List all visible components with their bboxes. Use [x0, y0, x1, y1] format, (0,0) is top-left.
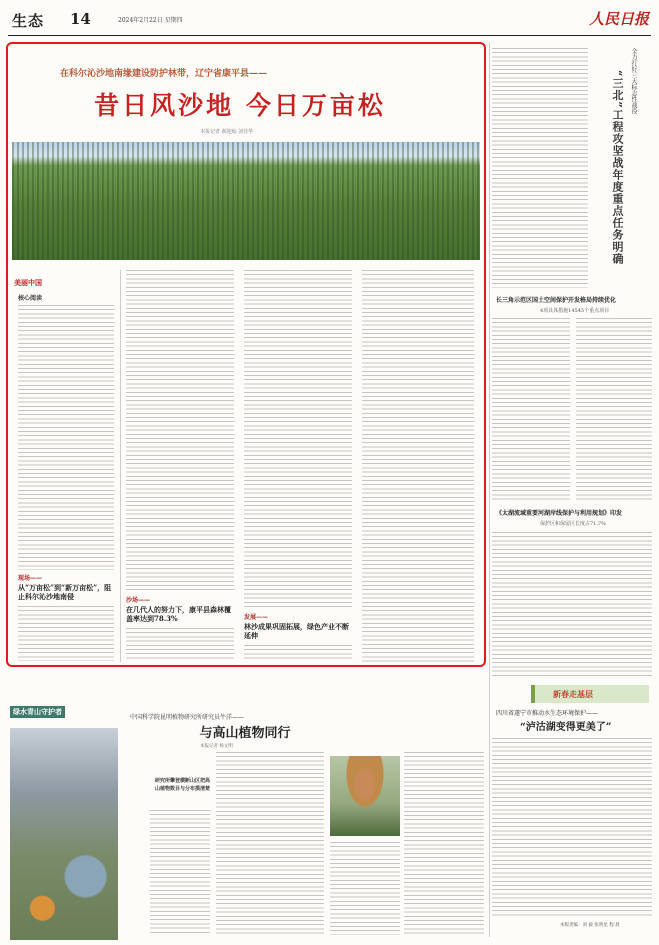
bottom-title: 林沙成果巩固拓展，绿色产业不断延伸: [244, 622, 349, 641]
guardian-section-label: 绿水青山守护者: [10, 706, 65, 718]
newspaper-logo: 人民日报: [588, 10, 649, 28]
right-item4-title: “泸沽湖变得更美了”: [520, 722, 612, 733]
pull-quote: 研究所攀登横断山区把高山植物数目与分布摸清楚: [155, 778, 211, 792]
article-text-column: [244, 645, 352, 661]
right-text-column: [576, 318, 652, 503]
right-item2-sub: 4项具体措施14545个重点项目: [540, 308, 610, 314]
article-text-column: [126, 270, 234, 590]
page-number: 14: [70, 10, 91, 28]
section-name: 生态: [12, 12, 45, 30]
bottom-title: 与高山植物同行: [199, 726, 291, 741]
right-text-column: [492, 532, 652, 677]
main-headline: 昔日风沙地 今日万亩松: [94, 91, 386, 120]
header-rule: [8, 35, 651, 36]
issue-date: 2024年2月22日 星期四: [118, 17, 183, 24]
article-text-column: [244, 270, 352, 610]
right-item3-title: 《太湖流域重要河湖岸线保护与利用规划》印发: [496, 510, 623, 517]
main-kicker: 在科尔沁沙地南缘建设防护林带，辽宁省康平县——: [60, 69, 268, 79]
right-item3-sub: 保护区和保留区长度占71.7%: [540, 521, 606, 527]
box-label: 现场——: [18, 575, 43, 582]
researcher-portrait: [330, 756, 400, 836]
box-title: 从“万亩松”到“新万亩松”，阻止科尔沁沙地南侵: [18, 583, 112, 602]
column-divider: [489, 42, 490, 937]
article-text-column: [216, 752, 324, 935]
series-title: 全力打好三大标志性战役: [630, 48, 637, 114]
bottom-label: 发展——: [244, 614, 269, 621]
bottom-kicker: 中国科学院昆明植物研究所研究员牛洋——: [130, 714, 245, 721]
right-item2-title: 长三角示范区国土空间保护开发格局持续优化: [496, 297, 617, 304]
mid-label: 沙场——: [126, 597, 151, 604]
alpine-plant-photo: [10, 728, 118, 940]
bottom-byline: 本报记者 杨文明: [200, 744, 233, 749]
article-text-column: [18, 606, 114, 661]
page-header: [6, 6, 653, 36]
new-spring-banner: 新春走基层: [531, 685, 649, 703]
right-text-column: [492, 318, 570, 503]
right-text-column: [492, 738, 652, 916]
article-text-column: [150, 810, 210, 935]
article-text-column: [404, 752, 484, 935]
main-byline: 本报记者 郝迎灿 刘佳华: [200, 129, 254, 135]
section-label-beautiful-china: 美丽中国: [14, 278, 42, 287]
article-text-column: [18, 305, 114, 570]
mid-title: 在几代人的努力下，康平县森林覆盖率达到78.3%: [126, 605, 231, 624]
article-text-column: [330, 842, 400, 935]
right-big-title: “三北”工程攻坚战年度重点任务明确: [611, 70, 624, 265]
column-divider: [120, 270, 121, 662]
article-text-column: [126, 628, 234, 661]
article-text-column: [362, 270, 474, 662]
page-editors: 本版责编：刘 毅 张明星 程 晨: [560, 923, 620, 928]
right-text-column: [492, 48, 588, 288]
right-item4-kicker: 四川省遂宁市推动水生态环境保护——: [496, 710, 599, 717]
forest-aerial-photo: [12, 142, 480, 260]
core-reading-label: 核心阅读: [18, 295, 43, 302]
